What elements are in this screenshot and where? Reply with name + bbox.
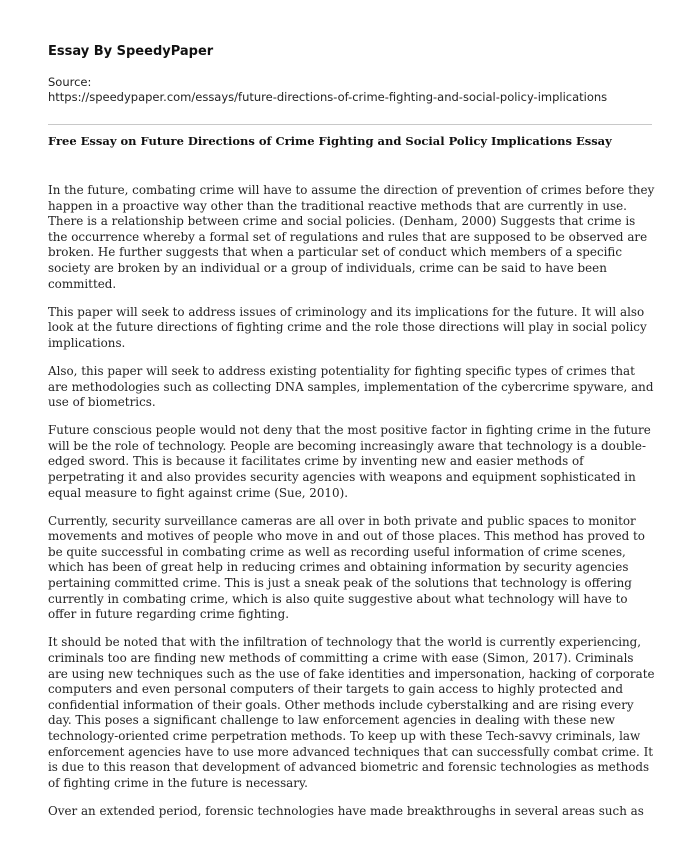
source-block [48, 75, 658, 105]
paragraph: It should be noted that with the infiltration of technology that the world is currently experiencing, criminals too are finding new methods of committing a crime with ease (Simon, 2017). Criminals are using new techniques such as the use of fake identities and impersonation, hacking of corporate computers and even personal computers of their targets to gain access to highly protected and confidential information of their goals. Other methods include cyberstalking and are rising every day. This poses a significant challenge to law enforcement agencies in dealing with these new technology-oriented crime perpetration methods. To keep up with these Tech-savvy criminals, law enforcement agencies have to use more advanced techniques that can successfully combat crime. It is due to this reason that development of advanced biometric and forensic technologies as methods of fighting crime in the future is necessary. [48, 635, 655, 790]
paragraph: Over an extended period, forensic technologies have made breakthroughs in several areas such as [48, 803, 644, 818]
essay-body [48, 183, 656, 832]
brand-title: Essay By SpeedyPaper [48, 44, 214, 59]
paragraph: This paper will seek to address issues of criminology and its implications for the future. It will also look at the future directions of fighting crime and the role those directions will play in social policy implications. [48, 304, 647, 350]
paragraph: In the future, combating crime will have to assume the direction of prevention of crimes before they happen in a proactive way other than the traditional reactive methods that are currently in use. There is a relationship between crime and social policies. (Denham, 2000) Suggests that crime is the occurrence whereby a formal set of regulations and rules that are supposed to be observed are broken. He further suggests that when a particular set of conduct which members of a specific society are broken by an individual or a group of individuals, crime can be said to have been committed. [48, 183, 655, 291]
paragraph: Also, this paper will seek to address existing potentiality for fighting specific types of crimes that are methodologies such as collecting DNA samples, implementation of the cybercrime spyware, and use of biometrics. [48, 363, 654, 410]
source-url[interactable]: https://speedypaper.com/essays/future-directions-of-crime-fighting-and-social-policy-implications [48, 90, 608, 104]
source-label: Source: [48, 75, 92, 89]
header-divider [48, 124, 652, 125]
essay-title: Free Essay on Future Directions of Crime Fighting and Social Policy Implications Essay [48, 134, 612, 148]
paragraph: Future conscious people would not deny that the most positive factor in fighting crime in the future will be the role of technology. People are becoming increasingly aware that technology is a double-edged sword. This is because it facilitates crime by inventing new and easier methods of perpetrating it and also provides security agencies with weapons and equipment sophisticated in equal measure to fight against crime (Sue, 2010). [48, 423, 651, 500]
paragraph: Currently, security surveillance cameras are all over in both private and public spaces to monitor movements and motives of people who move in and out of those places. This method has proved to be quite successful in combating crime as well as recording useful information of crime scenes, which has been of great help in reducing crimes and obtaining information by security agencies pertaining committed crime. This is just a sneak peak of the solutions that technology is offering currently in combating crime, which is also quite suggestive about what technology will have to offer in future regarding crime fighting. [48, 513, 645, 622]
